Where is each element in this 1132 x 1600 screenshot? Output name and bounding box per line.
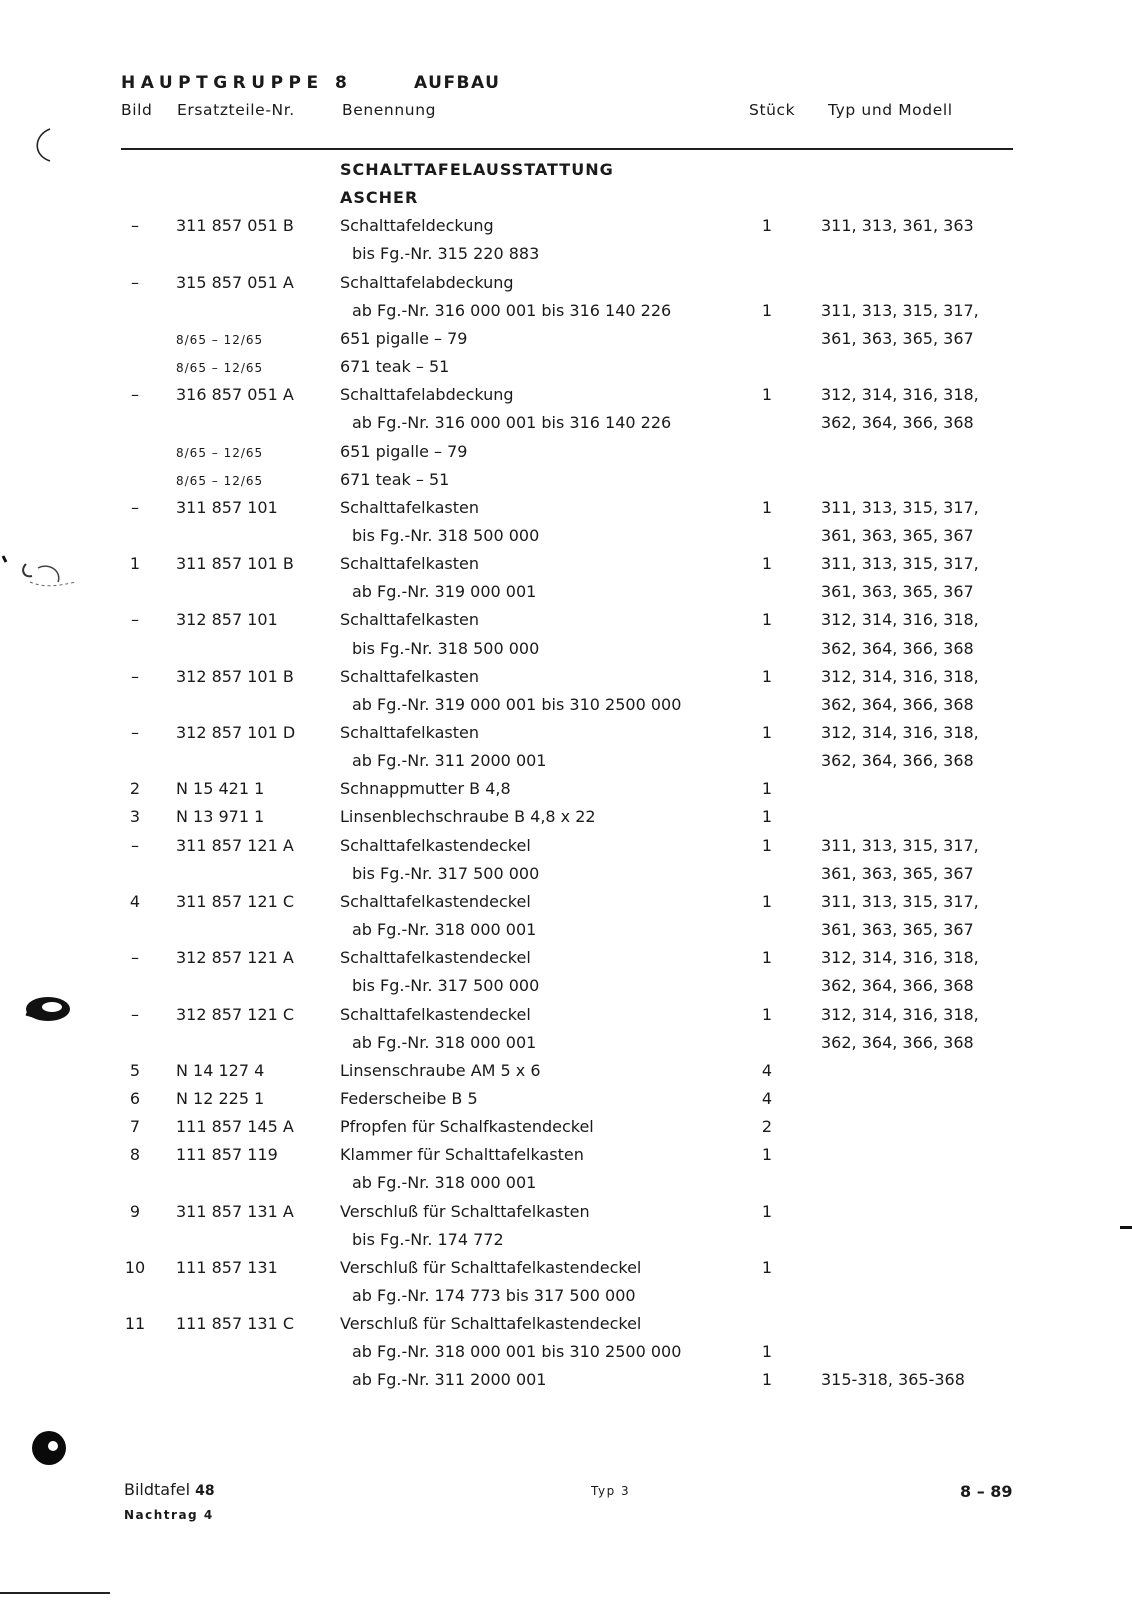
group-title: AUFBAU bbox=[414, 73, 501, 93]
model-cell: 311, 313, 361, 363 bbox=[821, 216, 974, 235]
footer-bildtafel bbox=[124, 1480, 215, 1499]
quantity-cell: 1 bbox=[761, 1202, 773, 1221]
model-cell: 362, 364, 366, 368 bbox=[821, 695, 974, 714]
description-cell: Schalttafelkastendeckel bbox=[340, 1005, 531, 1024]
quantity-cell: 2 bbox=[761, 1117, 773, 1136]
description-cell: Schalttafelkastendeckel bbox=[340, 892, 531, 911]
description-cell: 671 teak – 51 bbox=[340, 470, 450, 489]
description-cell: ab Fg.-Nr. 318 000 001 bbox=[352, 1173, 537, 1192]
scan-smudge-mark bbox=[0, 552, 80, 592]
bild-cell: 5 bbox=[129, 1061, 141, 1080]
bild-cell: 2 bbox=[129, 779, 141, 798]
punch-hole-mark bbox=[18, 992, 80, 1026]
table-row bbox=[0, 667, 1132, 695]
bild-cell: – bbox=[131, 948, 139, 967]
description-cell: 671 teak – 51 bbox=[340, 357, 450, 376]
description-cell: Linsenblechschraube B 4,8 x 22 bbox=[340, 807, 596, 826]
group-label: HAUPTGRUPPE bbox=[121, 73, 324, 93]
model-cell: 362, 364, 366, 368 bbox=[821, 1033, 974, 1052]
description-cell: bis Fg.-Nr. 315 220 883 bbox=[352, 244, 540, 263]
description-cell: Schalttafelkasten bbox=[340, 554, 479, 573]
bild-cell: 3 bbox=[129, 807, 141, 826]
table-row bbox=[0, 920, 1132, 948]
part-number-cell: N 13 971 1 bbox=[176, 807, 265, 826]
part-number-cell: N 14 127 4 bbox=[176, 1061, 265, 1080]
bild-cell: 7 bbox=[129, 1117, 141, 1136]
description-cell: Schalttafelkastendeckel bbox=[340, 948, 531, 967]
bild-cell: – bbox=[131, 836, 139, 855]
table-row bbox=[0, 442, 1132, 470]
model-cell: 312, 314, 316, 318, bbox=[821, 723, 979, 742]
description-cell: Linsenschraube AM 5 x 6 bbox=[340, 1061, 541, 1080]
table-row bbox=[0, 807, 1132, 835]
table-row bbox=[0, 723, 1132, 751]
model-cell: 311, 313, 315, 317, bbox=[821, 498, 979, 517]
quantity-cell: 1 bbox=[761, 807, 773, 826]
bild-cell: – bbox=[131, 1005, 139, 1024]
table-row bbox=[0, 273, 1132, 301]
bildtafel-number: 48 bbox=[195, 1483, 215, 1499]
table-row bbox=[0, 864, 1132, 892]
part-number-cell: 312 857 101 B bbox=[176, 667, 294, 686]
part-number-cell: 312 857 101 D bbox=[176, 723, 296, 742]
part-number-cell: 111 857 119 bbox=[176, 1145, 278, 1164]
model-cell: 311, 313, 315, 317, bbox=[821, 301, 979, 320]
description-cell: Verschluß für Schalttafelkasten bbox=[340, 1202, 590, 1221]
bild-cell: 10 bbox=[124, 1258, 146, 1277]
part-number-cell: 111 857 131 C bbox=[176, 1314, 295, 1333]
table-row bbox=[0, 1342, 1132, 1370]
edge-mark bbox=[1120, 1226, 1132, 1229]
table-row bbox=[0, 976, 1132, 1004]
model-cell: 312, 314, 316, 318, bbox=[821, 385, 979, 404]
table-row bbox=[0, 1117, 1132, 1145]
table-row bbox=[0, 779, 1132, 807]
table-row bbox=[0, 413, 1132, 441]
description-cell: ab Fg.-Nr. 174 773 bis 317 500 000 bbox=[352, 1286, 636, 1305]
table-row bbox=[0, 1173, 1132, 1201]
part-number-cell: 312 857 101 bbox=[176, 610, 278, 629]
description-cell: bis Fg.-Nr. 318 500 000 bbox=[352, 526, 540, 545]
quantity-cell: 1 bbox=[761, 892, 773, 911]
quantity-cell: 1 bbox=[761, 948, 773, 967]
model-cell: 312, 314, 316, 318, bbox=[821, 667, 979, 686]
model-cell: 312, 314, 316, 318, bbox=[821, 1005, 979, 1024]
table-row bbox=[0, 695, 1132, 723]
column-header-benennung: Benennung bbox=[342, 101, 437, 119]
column-header-typ: Typ und Modell bbox=[828, 101, 953, 119]
description-cell: ab Fg.-Nr. 311 2000 001 bbox=[352, 1370, 547, 1389]
description-cell: bis Fg.-Nr. 317 500 000 bbox=[352, 864, 540, 883]
description-cell: ab Fg.-Nr. 316 000 001 bis 316 140 226 bbox=[352, 301, 672, 320]
bild-cell: – bbox=[131, 385, 139, 404]
binder-ring-arc-mark bbox=[28, 125, 58, 167]
description-cell: Klammer für Schalttafelkasten bbox=[340, 1145, 584, 1164]
description-cell: 651 pigalle – 79 bbox=[340, 329, 468, 348]
table-row bbox=[0, 329, 1132, 357]
description-cell: ab Fg.-Nr. 316 000 001 bis 316 140 226 bbox=[352, 413, 672, 432]
quantity-cell: 1 bbox=[761, 1258, 773, 1277]
description-cell: Federscheibe B 5 bbox=[340, 1089, 478, 1108]
model-cell: 315-318, 365-368 bbox=[821, 1370, 965, 1389]
page-number: 8 – 89 bbox=[960, 1482, 1013, 1501]
table-row bbox=[0, 498, 1132, 526]
description-cell: Schalttafelkasten bbox=[340, 610, 479, 629]
quantity-cell: 1 bbox=[761, 836, 773, 855]
description-cell: Pfropfen für Schalfkastendeckel bbox=[340, 1117, 594, 1136]
part-number-cell: 311 857 121 A bbox=[176, 836, 294, 855]
table-row bbox=[0, 1061, 1132, 1089]
bild-cell: – bbox=[131, 273, 139, 292]
bild-cell: – bbox=[131, 723, 139, 742]
part-number-cell: 111 857 131 bbox=[176, 1258, 278, 1277]
bild-cell: 4 bbox=[129, 892, 141, 911]
model-cell: 361, 363, 365, 367 bbox=[821, 864, 974, 883]
bild-cell: 9 bbox=[129, 1202, 141, 1221]
table-row bbox=[0, 301, 1132, 329]
header-rule bbox=[121, 148, 1013, 150]
table-row bbox=[0, 244, 1132, 272]
bild-cell: – bbox=[131, 610, 139, 629]
model-cell: 362, 364, 366, 368 bbox=[821, 976, 974, 995]
table-row bbox=[0, 1286, 1132, 1314]
description-cell: bis Fg.-Nr. 317 500 000 bbox=[352, 976, 540, 995]
description-cell: Schalttafelkastendeckel bbox=[340, 836, 531, 855]
table-row bbox=[0, 470, 1132, 498]
table-row bbox=[0, 1005, 1132, 1033]
model-cell: 311, 313, 315, 317, bbox=[821, 892, 979, 911]
table-row bbox=[0, 1145, 1132, 1173]
bild-cell: 6 bbox=[129, 1089, 141, 1108]
model-cell: 312, 314, 316, 318, bbox=[821, 948, 979, 967]
part-number-cell: 316 857 051 A bbox=[176, 385, 294, 404]
part-number-cell: N 15 421 1 bbox=[176, 779, 265, 798]
edge-mark bbox=[0, 1592, 110, 1594]
column-header-bild: Bild bbox=[121, 101, 153, 119]
group-number: 8 bbox=[335, 73, 347, 93]
table-row bbox=[0, 610, 1132, 638]
description-cell: Verschluß für Schalttafelkastendeckel bbox=[340, 1258, 642, 1277]
table-row bbox=[0, 554, 1132, 582]
footer-typ: Typ 3 bbox=[591, 1484, 631, 1498]
description-cell: Schalttafelabdeckung bbox=[340, 385, 514, 404]
model-cell: 312, 314, 316, 318, bbox=[821, 610, 979, 629]
bild-cell: 11 bbox=[124, 1314, 146, 1333]
quantity-cell: 1 bbox=[761, 301, 773, 320]
model-cell: 361, 363, 365, 367 bbox=[821, 329, 974, 348]
table-row bbox=[0, 526, 1132, 554]
bild-cell: 8 bbox=[129, 1145, 141, 1164]
part-number-cell: 8/65 – 12/65 bbox=[176, 446, 264, 460]
table-row bbox=[0, 216, 1132, 244]
part-number-cell: 8/65 – 12/65 bbox=[176, 474, 264, 488]
description-cell: Schalttafelkasten bbox=[340, 498, 479, 517]
quantity-cell: 1 bbox=[761, 385, 773, 404]
bild-cell: – bbox=[131, 498, 139, 517]
quantity-cell: 4 bbox=[761, 1089, 773, 1108]
description-cell: ab Fg.-Nr. 318 000 001 bbox=[352, 1033, 537, 1052]
bild-cell: – bbox=[131, 667, 139, 686]
quantity-cell: 1 bbox=[761, 554, 773, 573]
punch-hole-mark bbox=[30, 1428, 70, 1468]
table-row bbox=[0, 160, 1132, 188]
quantity-cell: 4 bbox=[761, 1061, 773, 1080]
table-row bbox=[0, 948, 1132, 976]
description-cell: 651 pigalle – 79 bbox=[340, 442, 468, 461]
table-row bbox=[0, 188, 1132, 216]
description-cell: ab Fg.-Nr. 311 2000 001 bbox=[352, 751, 547, 770]
model-cell: 362, 364, 366, 368 bbox=[821, 751, 974, 770]
table-row bbox=[0, 892, 1132, 920]
quantity-cell: 1 bbox=[761, 610, 773, 629]
description-cell: ab Fg.-Nr. 318 000 001 bis 310 2500 000 bbox=[352, 1342, 682, 1361]
part-number-cell: 8/65 – 12/65 bbox=[176, 333, 264, 347]
quantity-cell: 1 bbox=[761, 216, 773, 235]
quantity-cell: 1 bbox=[761, 667, 773, 686]
description-cell: ab Fg.-Nr. 319 000 001 bis 310 2500 000 bbox=[352, 695, 682, 714]
quantity-cell: 1 bbox=[761, 1145, 773, 1164]
table-row bbox=[0, 1230, 1132, 1258]
quantity-cell: 1 bbox=[761, 723, 773, 742]
table-row bbox=[0, 582, 1132, 610]
column-header-stueck: Stück bbox=[749, 101, 796, 119]
table-row bbox=[0, 1033, 1132, 1061]
description-cell: Schalttafelkasten bbox=[340, 723, 479, 742]
description-cell: Schalttafeldeckung bbox=[340, 216, 494, 235]
model-cell: 361, 363, 365, 367 bbox=[821, 582, 974, 601]
model-cell: 361, 363, 365, 367 bbox=[821, 920, 974, 939]
table-row bbox=[0, 385, 1132, 413]
table-row bbox=[0, 1370, 1132, 1398]
bild-cell: 1 bbox=[129, 554, 141, 573]
quantity-cell: 1 bbox=[761, 779, 773, 798]
quantity-cell: 1 bbox=[761, 1342, 773, 1361]
part-number-cell: 315 857 051 A bbox=[176, 273, 294, 292]
part-number-cell: 311 857 051 B bbox=[176, 216, 294, 235]
description-cell: Verschluß für Schalttafelkastendeckel bbox=[340, 1314, 642, 1333]
description-cell: ASCHER bbox=[340, 188, 419, 207]
model-cell: 361, 363, 365, 367 bbox=[821, 526, 974, 545]
table-row bbox=[0, 1258, 1132, 1286]
description-cell: bis Fg.-Nr. 318 500 000 bbox=[352, 639, 540, 658]
table-row bbox=[0, 639, 1132, 667]
part-number-cell: 311 857 101 bbox=[176, 498, 278, 517]
part-number-cell: 111 857 145 A bbox=[176, 1117, 294, 1136]
part-number-cell: 312 857 121 C bbox=[176, 1005, 295, 1024]
part-number-cell: 8/65 – 12/65 bbox=[176, 361, 264, 375]
part-number-cell: N 12 225 1 bbox=[176, 1089, 265, 1108]
description-cell: Schnappmutter B 4,8 bbox=[340, 779, 511, 798]
table-row bbox=[0, 357, 1132, 385]
description-cell: Schalttafelabdeckung bbox=[340, 273, 514, 292]
table-row bbox=[0, 1089, 1132, 1117]
bildtafel-label: Bildtafel bbox=[124, 1480, 191, 1499]
model-cell: 362, 364, 366, 368 bbox=[821, 413, 974, 432]
description-cell: bis Fg.-Nr. 174 772 bbox=[352, 1230, 504, 1249]
table-row bbox=[0, 1314, 1132, 1342]
part-number-cell: 311 857 131 A bbox=[176, 1202, 294, 1221]
table-row bbox=[0, 1202, 1132, 1230]
table-row bbox=[0, 751, 1132, 779]
bild-cell: – bbox=[131, 216, 139, 235]
part-number-cell: 311 857 101 B bbox=[176, 554, 294, 573]
model-cell: 311, 313, 315, 317, bbox=[821, 554, 979, 573]
description-cell: ab Fg.-Nr. 318 000 001 bbox=[352, 920, 537, 939]
quantity-cell: 1 bbox=[761, 498, 773, 517]
part-number-cell: 311 857 121 C bbox=[176, 892, 295, 911]
model-cell: 362, 364, 366, 368 bbox=[821, 639, 974, 658]
quantity-cell: 1 bbox=[761, 1370, 773, 1389]
description-cell: Schalttafelkasten bbox=[340, 667, 479, 686]
footer-nachtrag: Nachtrag 4 bbox=[124, 1508, 214, 1522]
table-row bbox=[0, 836, 1132, 864]
model-cell: 311, 313, 315, 317, bbox=[821, 836, 979, 855]
part-number-cell: 312 857 121 A bbox=[176, 948, 294, 967]
quantity-cell: 1 bbox=[761, 1005, 773, 1024]
column-header-nr: Ersatzteile-Nr. bbox=[177, 101, 295, 119]
description-cell: ab Fg.-Nr. 319 000 001 bbox=[352, 582, 537, 601]
description-cell: SCHALTTAFELAUSSTATTUNG bbox=[340, 160, 614, 179]
